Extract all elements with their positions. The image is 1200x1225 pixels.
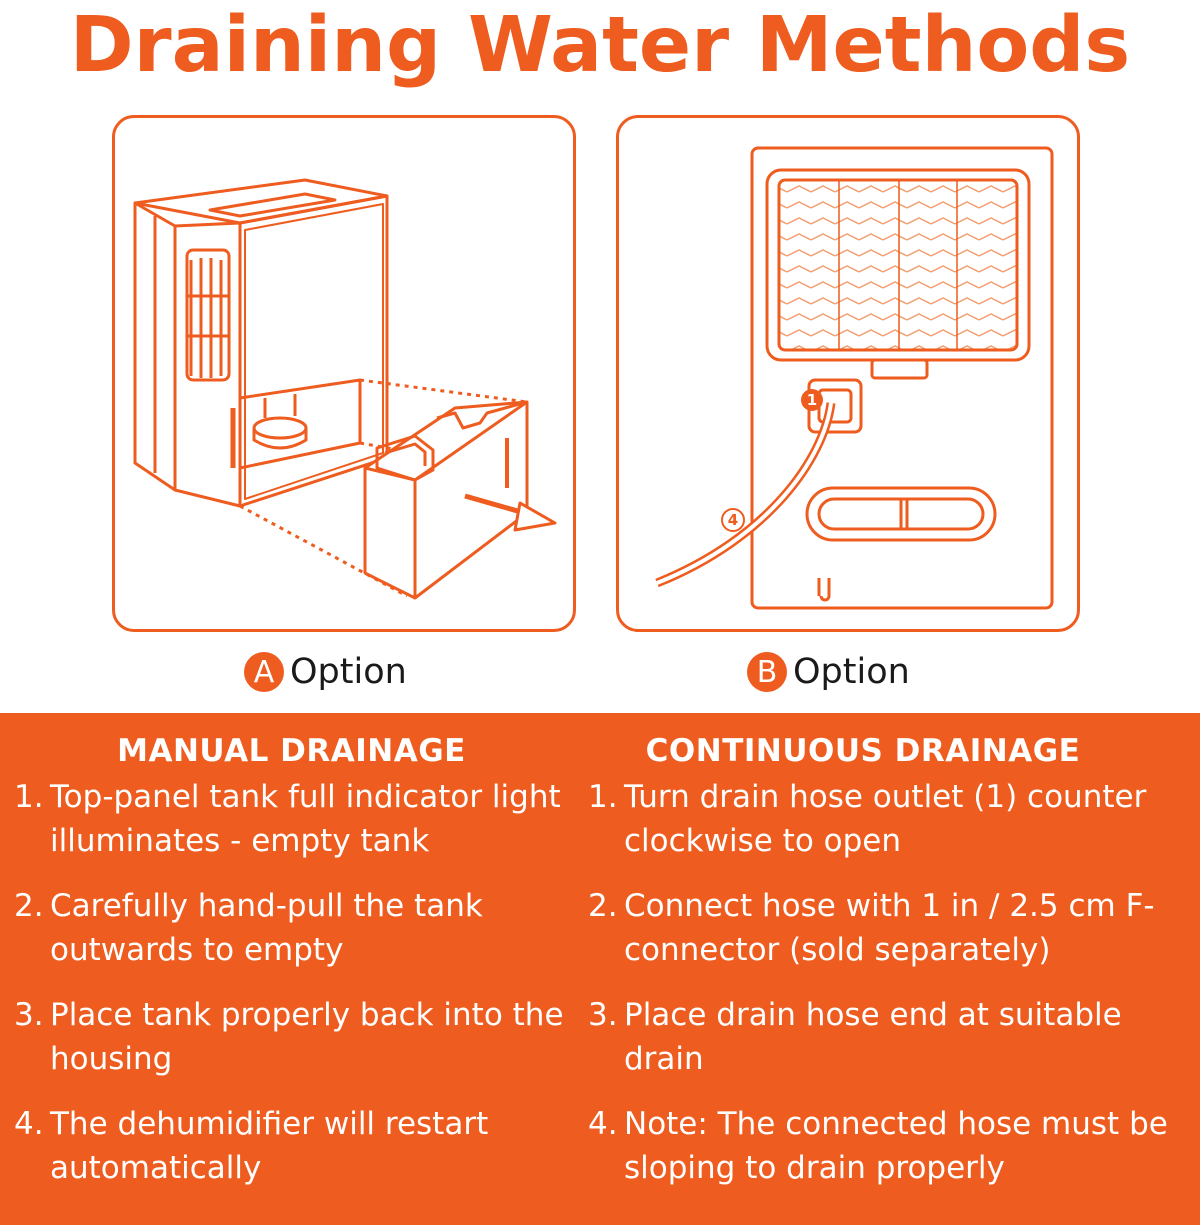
continuous-step: 2. Connect hose with 1 in / 2.5 cm F-connector (sold separately) — [588, 888, 1155, 968]
instructions-panel — [0, 713, 1200, 1225]
continuous-step: 3. Place drain hose end at suitable drain — [588, 997, 1122, 1077]
manual-step: 2. Carefully hand-pull the tank outwards to empty — [14, 888, 483, 968]
option-a-caption — [244, 650, 407, 694]
continuous-step: 4. Note: The connected hose must be sloping to drain properly — [588, 1106, 1168, 1186]
option-a-label: Option — [290, 652, 407, 692]
continuous-drainage-heading: CONTINUOUS DRAINAGE — [645, 733, 1081, 769]
callout-4-label: 4 — [727, 511, 739, 529]
continuous-drainage-column — [588, 733, 1188, 1211]
continuous-drainage-illustration — [616, 115, 1080, 632]
page-title: Draining Water Methods — [69, 1, 1131, 90]
continuous-step: 1. Turn drain hose outlet (1) counter clockwise to open — [588, 779, 1147, 859]
option-b-caption — [747, 650, 910, 694]
manual-drainage-column — [14, 733, 574, 1211]
dehumidifier-tank-drawing — [115, 118, 579, 635]
manual-drainage-illustration — [112, 115, 576, 632]
option-a-badge: A — [244, 652, 284, 692]
option-b-badge: B — [747, 652, 787, 692]
manual-step: 1. Top-panel tank full indicator light illuminates - empty tank — [14, 779, 561, 859]
manual-drainage-heading: MANUAL DRAINAGE — [117, 733, 466, 769]
manual-step: 4. The dehumidifier will restart automatically — [14, 1106, 489, 1186]
option-b-label: Option — [793, 652, 910, 692]
dehumidifier-back-drawing — [619, 118, 1083, 635]
callout-1-label: 1 — [806, 391, 818, 409]
manual-step: 3. Place tank properly back into the housing — [14, 997, 564, 1077]
